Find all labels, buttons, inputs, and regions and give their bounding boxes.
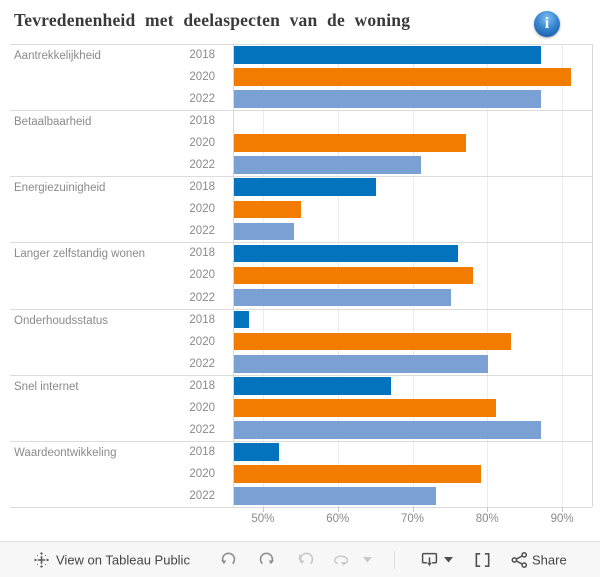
bar-2022-snel-internet[interactable] xyxy=(234,421,541,439)
bar-2018-onderhoudsstatus[interactable] xyxy=(234,311,249,329)
year-label: 2018 xyxy=(189,181,215,194)
year-label: 2022 xyxy=(189,159,215,172)
plot-right-border xyxy=(592,44,593,507)
axis-line xyxy=(10,507,592,508)
axis-tick-label: 70% xyxy=(400,513,425,525)
bar-2022-energiezuinigheid[interactable] xyxy=(234,223,294,241)
axis-tick xyxy=(338,507,339,512)
year-label: 2020 xyxy=(189,335,215,348)
category-label-aantrekkelijkheid: Aantrekkelijkheid xyxy=(14,50,101,62)
bar-2020-betaalbaarheid[interactable] xyxy=(234,134,466,152)
fullscreen-icon[interactable] xyxy=(474,551,491,568)
bar-2020-waardeontwikkeling[interactable] xyxy=(234,465,481,483)
year-label: 2020 xyxy=(189,467,215,480)
toolbar-divider xyxy=(394,551,395,569)
year-label: 2020 xyxy=(189,71,215,84)
download-icon[interactable] xyxy=(421,551,438,568)
download-caret-down-icon[interactable] xyxy=(444,557,453,563)
group-divider xyxy=(10,44,592,45)
axis-tick xyxy=(413,507,414,512)
category-label-waardeontwikkeling: Waardeontwikkeling xyxy=(14,446,117,459)
year-label: 2022 xyxy=(189,357,215,370)
axis-tick xyxy=(562,507,563,512)
group-divider xyxy=(10,176,592,177)
category-label-energiezuinigheid: Energiezuinigheid xyxy=(14,182,106,195)
refresh-icon[interactable] xyxy=(333,551,351,568)
year-label: 2022 xyxy=(189,489,215,502)
reset-icon[interactable] xyxy=(297,551,314,568)
group-divider xyxy=(10,441,592,442)
gridline xyxy=(562,44,563,507)
year-label: 2020 xyxy=(189,401,215,414)
bar-2018-aantrekkelijkheid[interactable] xyxy=(234,46,541,64)
share-label: Share xyxy=(532,552,567,567)
share-icon[interactable] xyxy=(511,551,528,568)
refresh-caret-down-icon[interactable] xyxy=(363,557,372,563)
bar-2020-aantrekkelijkheid[interactable] xyxy=(234,68,571,86)
axis-tick-label: 50% xyxy=(251,513,275,525)
group-divider xyxy=(10,375,592,376)
bar-2020-energiezuinigheid[interactable] xyxy=(234,201,301,219)
view-on-tableau-label: View on Tableau Public xyxy=(56,552,190,567)
bar-2018-energiezuinigheid[interactable] xyxy=(234,178,376,196)
bar-2022-aantrekkelijkheid[interactable] xyxy=(234,90,541,108)
group-divider xyxy=(10,309,592,310)
year-label: 2018 xyxy=(189,379,215,392)
year-label: 2018 xyxy=(189,247,215,260)
axis-tick xyxy=(263,507,264,512)
year-label: 2018 xyxy=(189,49,215,61)
share-button[interactable] xyxy=(532,552,567,567)
tableau-logo-icon[interactable] xyxy=(33,551,50,568)
redo-icon[interactable] xyxy=(259,551,276,568)
year-label: 2020 xyxy=(189,203,215,216)
category-label-snel-internet: Snel internet xyxy=(14,380,79,393)
page-title: Tevredenenheid met deelaspecten van de woning xyxy=(14,10,411,30)
year-label: 2020 xyxy=(189,269,215,282)
bar-2022-langer-zelfstandig-wonen[interactable] xyxy=(234,289,451,307)
year-label: 2018 xyxy=(189,445,215,458)
group-divider xyxy=(10,110,592,111)
axis-tick-label: 60% xyxy=(326,513,350,525)
category-label-betaalbaarheid: Betaalbaarheid xyxy=(14,116,92,129)
bar-2020-snel-internet[interactable] xyxy=(234,399,496,417)
bar-2022-onderhoudsstatus[interactable] xyxy=(234,355,488,373)
info-icon-glyph: i xyxy=(544,15,550,32)
bar-2022-betaalbaarheid[interactable] xyxy=(234,156,421,174)
axis-tick xyxy=(487,507,488,512)
axis-tick-label: 80% xyxy=(475,513,499,525)
bar-2020-onderhoudsstatus[interactable] xyxy=(234,333,511,351)
category-label-langer-zelfstandig-wonen: Langer zelfstandig wonen xyxy=(14,248,146,261)
year-label: 2020 xyxy=(189,137,215,150)
year-label: 2022 xyxy=(189,291,215,304)
year-label: 2022 xyxy=(189,93,215,106)
view-on-tableau-link[interactable] xyxy=(56,552,190,567)
year-label: 2022 xyxy=(189,225,215,238)
bar-2018-snel-internet[interactable] xyxy=(234,377,391,395)
bar-2020-langer-zelfstandig-wonen[interactable] xyxy=(234,267,473,285)
tableau-toolbar xyxy=(0,541,600,577)
bar-2018-waardeontwikkeling[interactable] xyxy=(234,443,279,461)
group-divider xyxy=(10,242,592,243)
year-label: 2018 xyxy=(189,313,215,326)
bar-2022-waardeontwikkeling[interactable] xyxy=(234,487,436,505)
bar-2018-langer-zelfstandig-wonen[interactable] xyxy=(234,245,458,263)
category-label-onderhoudsstatus: Onderhoudsstatus xyxy=(14,314,108,327)
axis-tick-label: 90% xyxy=(550,513,574,525)
undo-icon[interactable] xyxy=(219,551,236,568)
year-label: 2018 xyxy=(189,115,215,128)
year-label: 2022 xyxy=(189,423,215,436)
